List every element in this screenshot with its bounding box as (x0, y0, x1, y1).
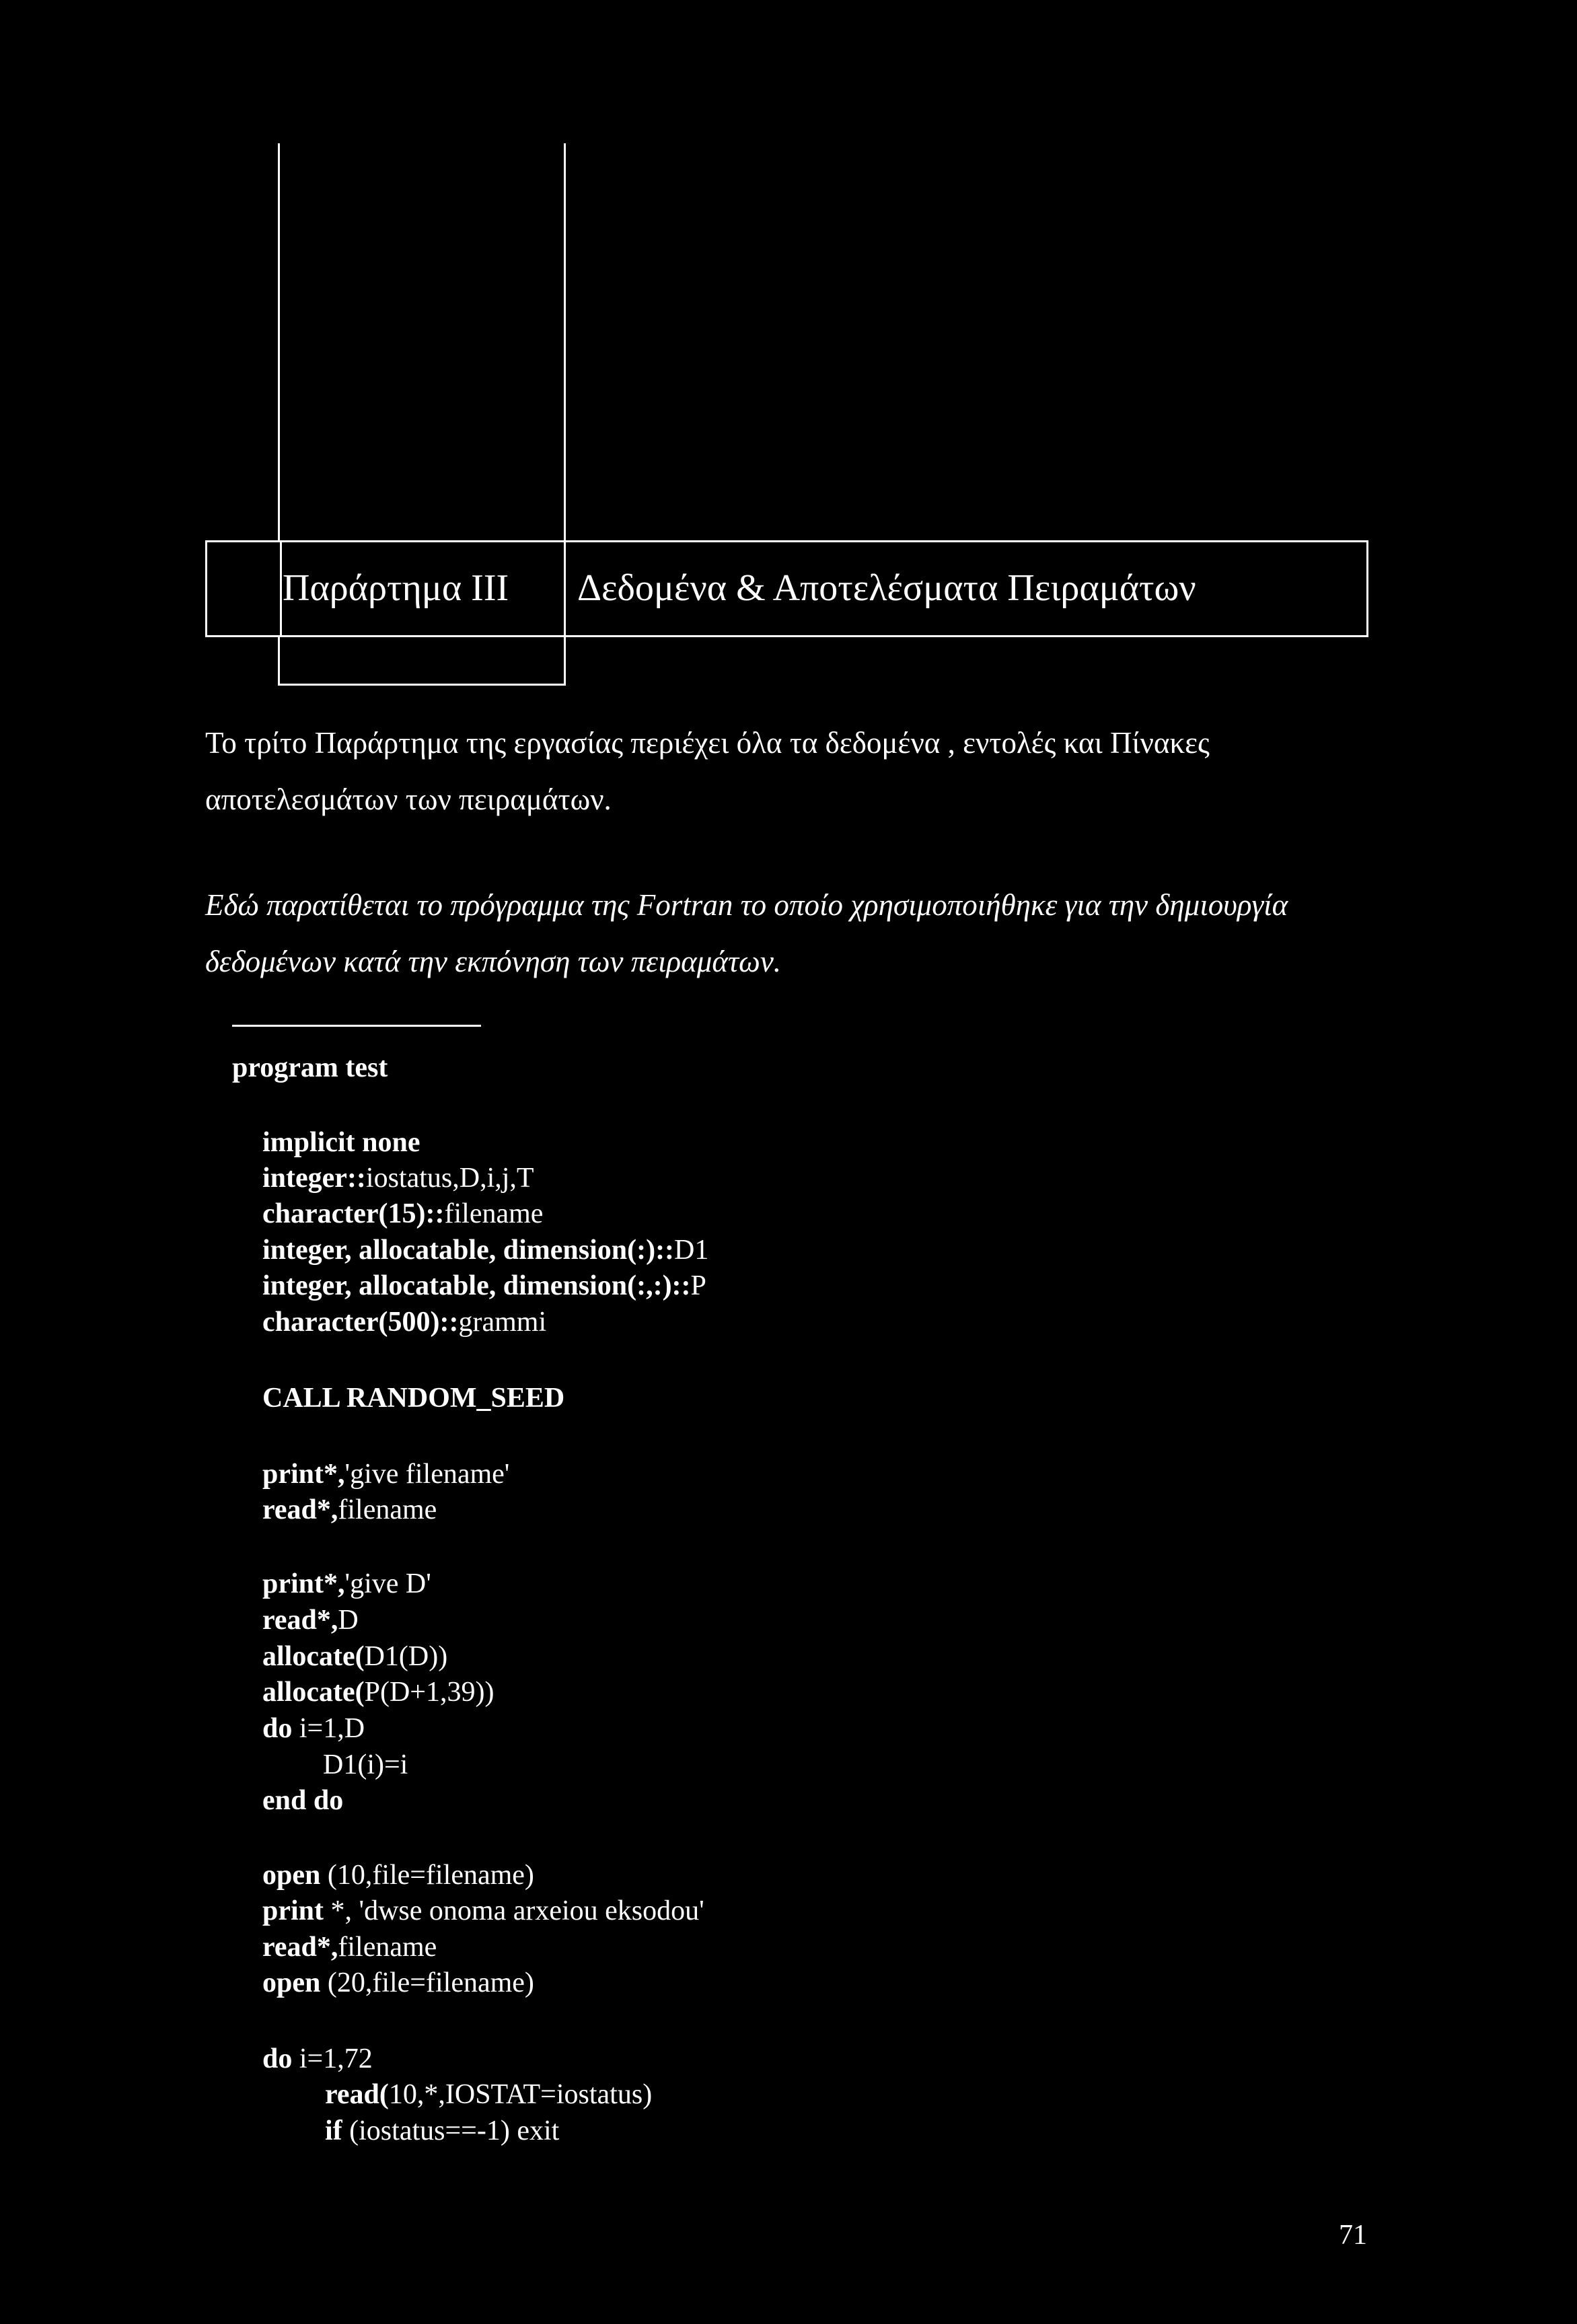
title-box-divider (564, 542, 566, 635)
separator-rule (232, 1025, 481, 1027)
code-line: do i=1,D (262, 1713, 365, 1744)
code-line: implicit none (262, 1127, 420, 1158)
program-note-paragraph: Εδώ παρατίθεται το πρόγραμμα της Fortran το οποίο χρησιμοποιήθηκε για την δημιουργία δεδομένων κατά την εκπόνηση των πειραμάτων. (205, 888, 1288, 978)
code-line: CALL RANDOM_SEED (262, 1383, 565, 1414)
frame-line-right (564, 143, 566, 540)
code-line: allocate(P(D+1,39)) (262, 1677, 494, 1708)
code-line: print*,'give filename' (262, 1459, 510, 1490)
appendix-title: Δεδομένα & Αποτελέσματα Πειραμάτων (577, 567, 1196, 609)
code-line: character(500)::grammi (262, 1307, 547, 1338)
code-line: end do (262, 1785, 344, 1816)
code-line: read*,filename (262, 1494, 437, 1525)
code-line: open (20,file=filename) (262, 1967, 534, 1998)
code-line: integer, allocatable, dimension(:)::D1 (262, 1235, 709, 1266)
appendix-label: Παράρτημα ΙΙΙ (283, 567, 509, 609)
code-line: if (iostatus==-1) exit (325, 2115, 560, 2146)
title-box-divider (280, 542, 282, 635)
appendix-title-box (205, 540, 1368, 637)
code-line: integer::iostatus,D,i,j,T (262, 1163, 534, 1194)
code-line-program: program test (232, 1052, 388, 1083)
intro-paragraph: Το τρίτο Παράρτημα της εργασίας περιέχει όλα τα δεδομένα , εντολές και Πίνακες αποτελεσμάτων των πειραμάτων. (205, 726, 1210, 816)
code-line: character(15)::filename (262, 1198, 544, 1229)
code-line: read*,filename (262, 1932, 437, 1963)
code-line: D1(i)=i (323, 1749, 408, 1780)
page-number: 71 (1339, 2220, 1367, 2251)
code-line: print*,'give D' (262, 1568, 431, 1599)
code-line: read*,D (262, 1605, 359, 1636)
code-line: do i=1,72 (262, 2043, 373, 2074)
code-line: open (10,file=filename) (262, 1860, 534, 1891)
code-line: integer, allocatable, dimension(:,:)::P (262, 1270, 706, 1301)
code-line: print *, 'dwse onoma arxeiou eksodou' (262, 1895, 704, 1926)
title-tab-box (278, 637, 566, 686)
code-line: allocate(D1(D)) (262, 1641, 448, 1672)
code-line: read(10,*,IOSTAT=iostatus) (325, 2079, 653, 2110)
frame-line-left (278, 143, 280, 540)
